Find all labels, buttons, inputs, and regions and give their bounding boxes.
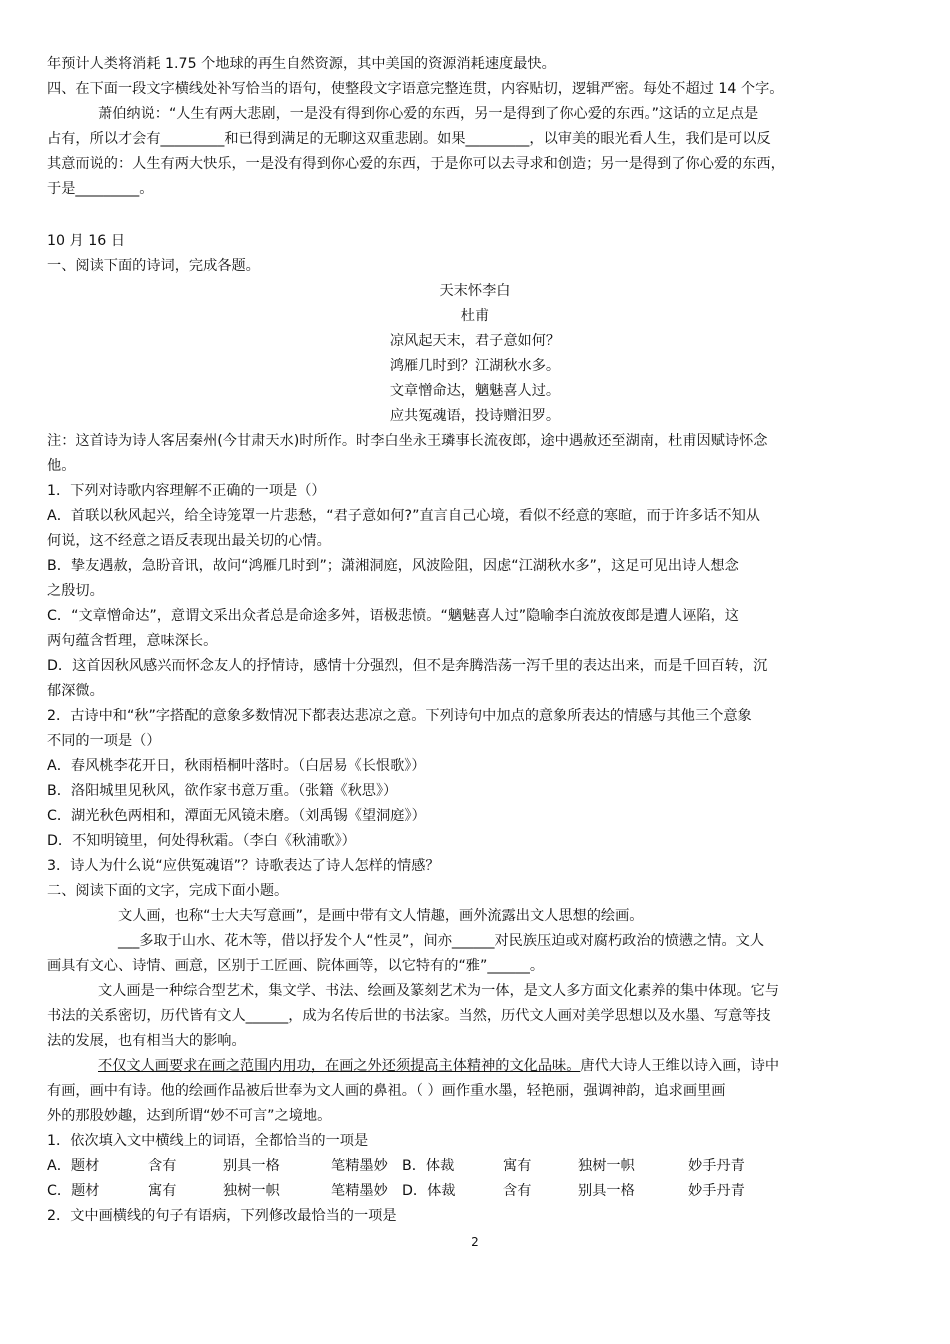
option-line: C．“文章憎命达”，意谓文采出众者总是命途多舛，语极悲愤。“魑魅喜人过”隐喻李白流放夜郎是遭人诬陷，这 <box>47 608 739 624</box>
poem-title: 天末怀李白 <box>439 283 511 299</box>
paragraph-line: 占有，所以才会有_________和已得到满足的无聊这双重悲剧。如果_________，以审美的眼光看人生，我们是可以反 <box>47 131 771 147</box>
poem-line: 鸿雁几时到？江湖秋水多。 <box>389 358 561 374</box>
option-cell: 寓有 <box>503 1158 532 1174</box>
question-line: 2．文中画横线的句子有语病，下列修改最恰当的一项是 <box>47 1208 397 1224</box>
underlined-sentence: 不仅文人画要求在画之范围内用功，在画之外还须提高主体精神的文化品味。 <box>98 1058 581 1074</box>
option-cell: 独树一帜 <box>223 1183 280 1199</box>
paragraph-line: 有画，画中有诗。他的绘画作品被后世奉为文人画的鼻祖。（ ）画作重水墨，轻艳丽，强调神韵，追求画里画 <box>47 1083 726 1099</box>
option-cell: 独树一帜 <box>578 1158 635 1174</box>
option-cell: 笔精墨妙 <box>331 1183 388 1199</box>
date-heading: 10 月 16 日 <box>47 233 126 249</box>
paragraph-line: 萧伯纳说：“人生有两大悲剧，一是没有得到你心爱的东西，另一是得到了你心爱的东西。”这话的立足点是 <box>98 106 759 122</box>
option-line: 郁深微。 <box>47 683 104 699</box>
text-line: 年预计人类将消耗 1.75 个地球的再生自然资源，其中美国的资源消耗速度最快。 <box>47 56 556 72</box>
option-cell: 妙手丹青 <box>688 1158 745 1174</box>
note-line: 注：这首诗为诗人客居秦州(今甘肃天水)时所作。时李白坐永王璘事长流夜郎，途中遇赦还至湖南，杜甫因赋诗怀念 <box>47 433 768 449</box>
option-line: 两句蕴含哲理，意味深长。 <box>47 633 218 649</box>
option-cell: 含有 <box>148 1158 177 1174</box>
option-cell: 别具一格 <box>223 1158 280 1174</box>
sentence-continuation: 唐代大诗人王维以诗入画，诗中 <box>580 1058 780 1074</box>
paragraph-line: 画具有文心、诗情、画意，区别于工匠画、院体画等，以它特有的“雅”______。 <box>47 958 545 974</box>
section-heading: 二、阅读下面的文字，完成下面小题。 <box>47 883 289 899</box>
section-heading: 一、阅读下面的诗词，完成各题。 <box>47 258 260 274</box>
question-line: 1．依次填入文中横线上的词语，全都恰当的一项是 <box>47 1133 369 1149</box>
option-line: B．洛阳城里见秋风，欲作家书意万重。（张籍《秋思》） <box>47 783 398 799</box>
paragraph-line: 于是_________。 <box>47 181 154 197</box>
option-cell: 寓有 <box>148 1183 177 1199</box>
poem-author: 杜甫 <box>460 308 490 324</box>
options-row <box>0 1182 950 1200</box>
option-cell: A．题材 <box>47 1158 100 1174</box>
option-line: C．湖光秋色两相和，潭面无风镜未磨。（刘禹锡《望洞庭》） <box>47 808 426 824</box>
paragraph-line: 法的发展，也有相当大的影响。 <box>47 1033 246 1049</box>
paragraph-line: 外的那股妙趣，达到所谓“妙不可言”之境地。 <box>47 1108 332 1124</box>
option-line: 之殷切。 <box>47 583 104 599</box>
options-row <box>0 1157 950 1175</box>
option-line: D．不知明镜里，何处得秋霜。（李白《秋浦歌》） <box>47 833 356 849</box>
poem-line: 应共冤魂语，投诗赠汨罗。 <box>389 408 561 424</box>
option-cell: C．题材 <box>47 1183 100 1199</box>
section-heading: 四、在下面一段文字横线处补写恰当的语句，使整段文字语意完整连贯，内容贴切，逻辑严密。每处不超过 14 个字。 <box>47 81 784 97</box>
question-line: 3．诗人为什么说“应供冤魂语”？诗歌表达了诗人怎样的情感？ <box>47 858 440 874</box>
option-line: A．春风桃李花开日，秋雨梧桐叶落时。（白居易《长恨歌》） <box>47 758 426 774</box>
option-cell: D．体裁 <box>402 1183 456 1199</box>
poem-line: 凉风起天末，君子意如何？ <box>389 333 561 349</box>
note-line: 他。 <box>47 458 76 474</box>
paragraph-line: 书法的关系密切，历代皆有文人______，成为名传后世的书法家。当然，历代文人画对美学思想以及水墨、写意等技 <box>47 1008 771 1024</box>
option-cell: 笔精墨妙 <box>331 1158 388 1174</box>
option-cell: 妙手丹青 <box>688 1183 745 1199</box>
option-cell: B．体裁 <box>402 1158 455 1174</box>
option-cell: 别具一格 <box>578 1183 635 1199</box>
paragraph-line: 文人画是一种综合型艺术，集文学、书法、绘画及篆刻艺术为一体，是文人多方面文化素养的集中体现。它与 <box>98 983 780 999</box>
paragraph-line: 其意而说的：人生有两大快乐，一是没有得到你心爱的东西，于是你可以去寻求和创造；另一是得到了你心爱的东西， <box>47 156 785 172</box>
question-line: 2．古诗中和“秋”字搭配的意象多数情况下都表达悲凉之意。下列诗句中加点的意象所表达的情感与其他三个意象 <box>47 708 752 724</box>
paragraph-line: ___多取于山水、花木等，借以抒发个人“性灵”，间亦______对民族压迫或对腐朽政治的愤懑之情。文人 <box>118 933 765 949</box>
option-line: D．这首因秋风感兴而怀念友人的抒情诗，感情十分强烈，但不是奔腾浩荡一泻千里的表达出来，而是千回百转，沉 <box>47 658 768 674</box>
option-line: B．挚友遇赦，急盼音讯，故问“鸿雁几时到”；潇湘洞庭，风波险阻，因虑“江湖秋水多”，这足可见出诗人想念 <box>47 558 739 574</box>
question-line: 1．下列对诗歌内容理解不正确的一项是（） <box>47 483 326 499</box>
poem-line: 文章憎命达，魑魅喜人过。 <box>389 383 561 399</box>
paragraph-line: 文人画，也称“士大夫写意画”，是画中带有文人情趣，画外流露出文人思想的绘画。 <box>118 908 644 924</box>
page-number: 2 <box>471 1235 479 1249</box>
option-cell: 含有 <box>503 1183 532 1199</box>
option-line: A．首联以秋风起兴，给全诗笼罩一片悲愁，“君子意如何?”直言自己心境，看似不经意的寒暄，而于许多话不知从 <box>47 508 760 524</box>
option-line: 何说，这不经意之语反表现出最关切的心情。 <box>47 533 331 549</box>
question-line: 不同的一项是（） <box>47 733 161 749</box>
paragraph-line <box>98 1057 779 1075</box>
